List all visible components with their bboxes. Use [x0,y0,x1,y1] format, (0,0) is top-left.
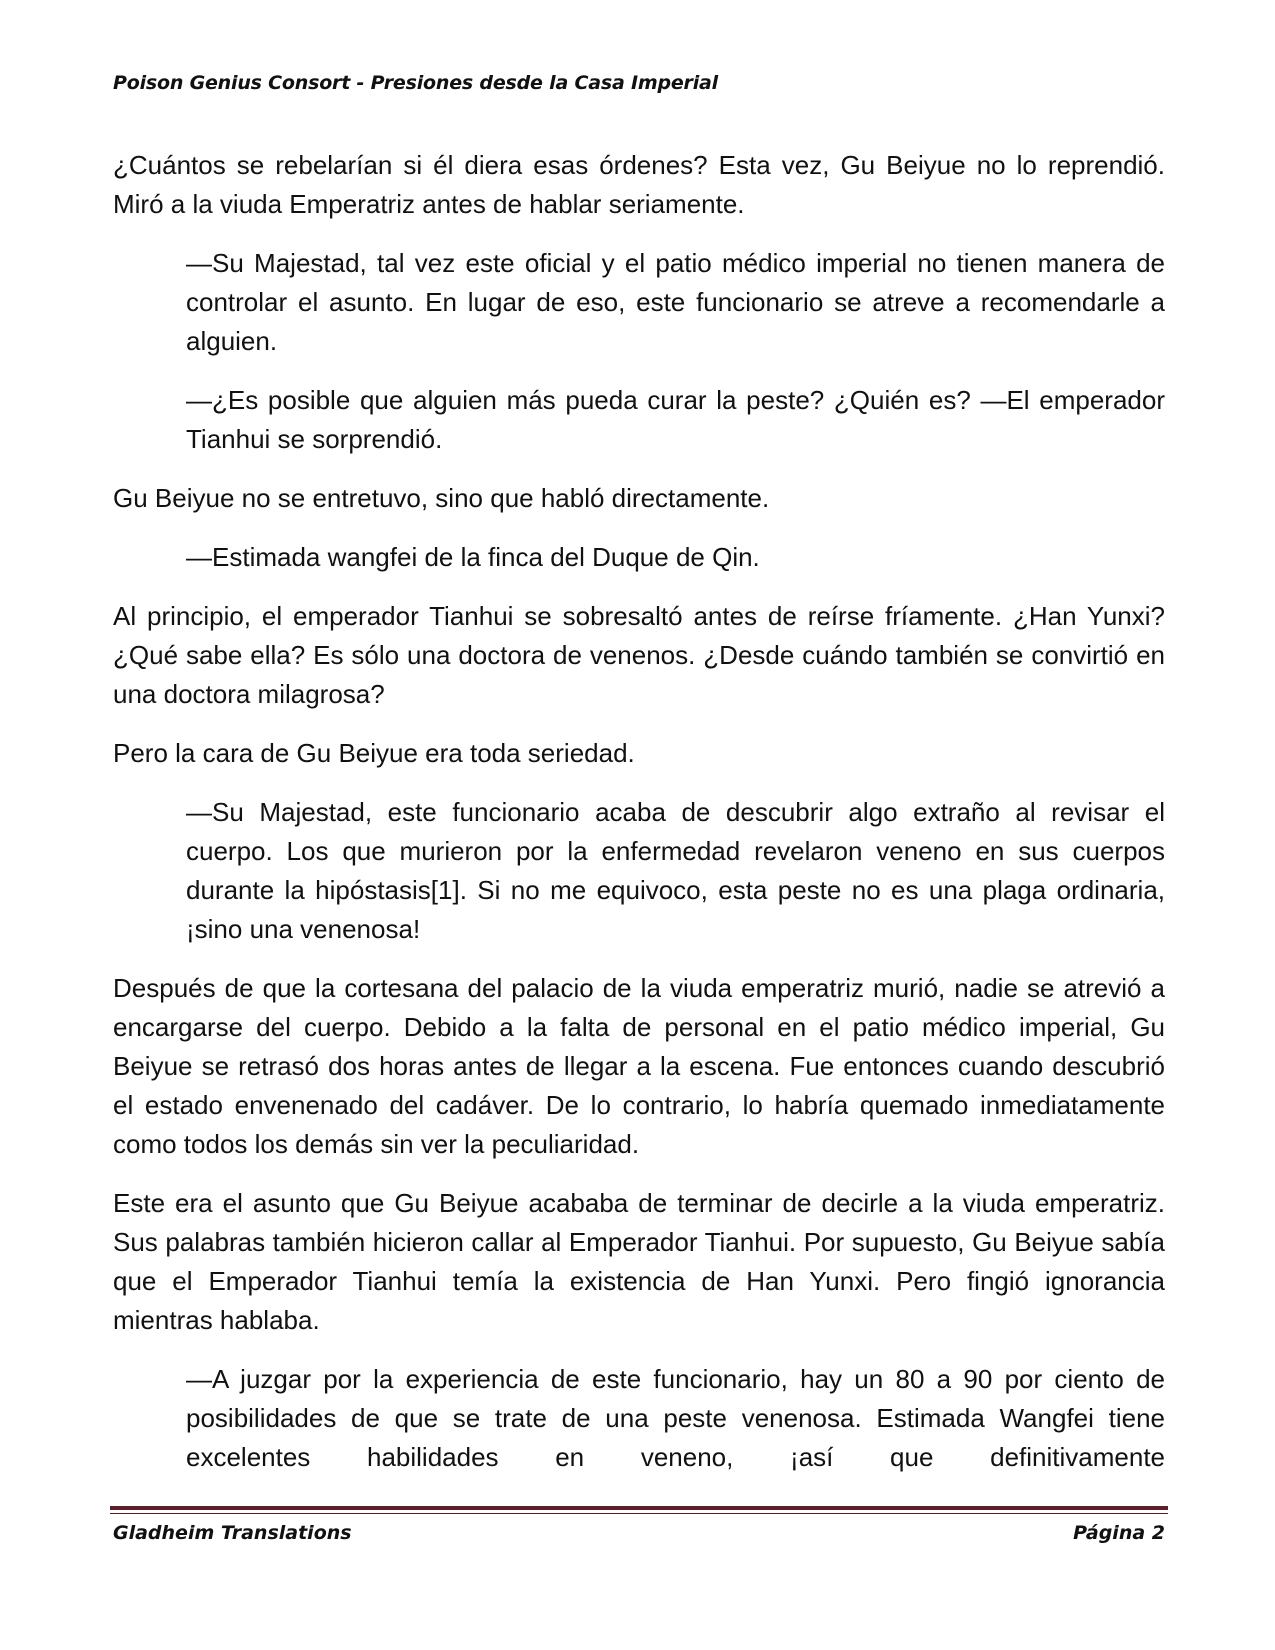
paragraph: Al principio, el emperador Tianhui se sobresaltó antes de reírse fríamente. ¿Han Yunxi? ¿Qué sabe ella? Es sólo una doctora de venenos. ¿Desde cuándo también se convirtió en una doctora milagrosa? [113,601,1165,709]
paragraph: Después de que la cortesana del palacio de la viuda emperatriz murió, nadie se atrevió a encargarse del cuerpo. Debido a la falta de personal en el patio médico imperial, Gu Beiyue se retrasó dos horas antes de llegar a la escena. Fue entonces cuando descubrió el estado envenenado del cadáver. De lo contrario, lo habría quemado inmediatamente como todos los demás sin ver la peculiaridad. [113,973,1165,1159]
paragraph: Gu Beiyue no se entretuvo, sino que habló directamente. [113,483,770,513]
dialogue-paragraph: —A juzgar por la experiencia de este funcionario, hay un 80 a 90 por ciento de posibilidades de que se trate de una peste venenosa. Estimada Wangfei tiene excelentes habilidades en veneno, ¡así que definitivamente [186,1364,1165,1472]
footer-rule-thin [110,1513,1168,1514]
footer-rule-thick [110,1506,1168,1510]
paragraph: ¿Cuántos se rebelarían si él diera esas órdenes? Esta vez, Gu Beiyue no lo reprendió. Miró a la viuda Emperatriz antes de hablar seriamente. [113,150,1165,219]
dialogue-paragraph: —Su Majestad, este funcionario acaba de descubrir algo extraño al revisar el cuerpo. Los que murieron por la enfermedad revelaron veneno en sus cuerpos durante la hipóstasis[1]. Si no me equivoco, esta peste no es una plaga ordinaria, ¡sino una venenosa! [186,797,1165,944]
dialogue-paragraph: —Su Majestad, tal vez este oficial y el patio médico imperial no tienen manera de controlar el asunto. En lugar de eso, este funcionario se atreve a recomendarle a alguien. [186,248,1165,356]
header-title: Poison Genius Consort - Presiones desde la Casa Imperial [113,72,718,94]
dialogue-paragraph: —Estimada wangfei de la finca del Duque de Qin. [186,542,760,572]
footer-page-number: Página 2 [1073,1522,1165,1544]
footer-publisher: Gladheim Translations [113,1522,352,1544]
paragraph: Este era el asunto que Gu Beiyue acababa de terminar de decirle a la viuda emperatriz. Sus palabras también hicieron callar al Emperador Tianhui. Por supuesto, Gu Beiyue sabía que el Emperador Tianhui temía la existencia de Han Yunxi. Pero fingió ignorancia mientras hablaba. [113,1188,1165,1335]
paragraph: Pero la cara de Gu Beiyue era toda seriedad. [113,738,635,768]
page-body [113,146,1165,1497]
dialogue-paragraph: —¿Es posible que alguien más pueda curar la peste? ¿Quién es? —El emperador Tianhui se sorprendió. [186,385,1165,454]
